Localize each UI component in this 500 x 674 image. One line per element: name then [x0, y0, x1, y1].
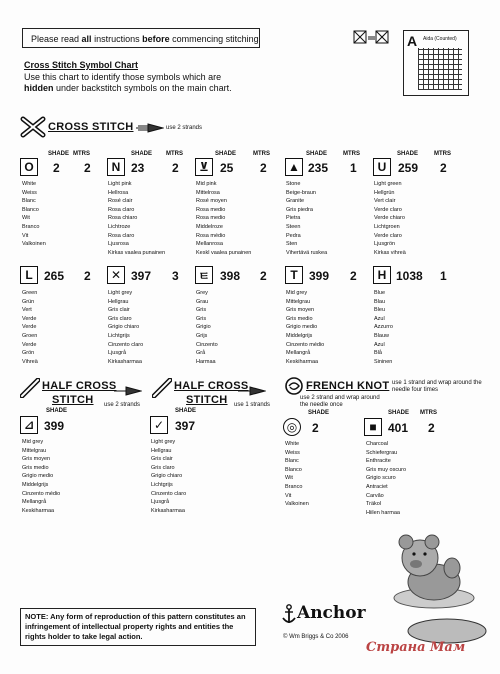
half-cross-icon: [20, 378, 40, 403]
symbol-h-icon: H: [373, 266, 391, 284]
mtrs-number: 1: [440, 269, 447, 283]
half-cross-label: HALF CROSS: [42, 380, 117, 392]
half-cross-label: STITCH: [52, 394, 94, 406]
anchor-icon: [282, 604, 296, 631]
shade-header: SHADE: [48, 151, 70, 157]
half-cross-label: STITCH: [186, 394, 228, 406]
mtrs-number: 2: [350, 269, 357, 283]
mtrs-header: MTRS: [420, 410, 437, 416]
shade-header: SHADE: [306, 151, 328, 157]
color-names: Stone Beige-braun Granite Gris piedra Pietra Steen Pedra Sten Vihertävä ruskea: [286, 181, 328, 256]
needle-icon: [136, 121, 164, 139]
shade-number: 2: [312, 421, 319, 435]
cross-stitch-icon: [20, 116, 46, 143]
reverse-stitch-icon: [353, 30, 389, 52]
symbol-x-icon: ✕: [107, 266, 125, 284]
color-names: Light pink Hellrosa Rosé clair Rosa claro Rosa chiaro Lichtroze Rosa claro Ljusrosa Kirkas vaalea punainen: [108, 181, 166, 256]
color-names: Mid pink Mittelrosa Rosé moyen Rosa medio Rosa medio Middelroze Rosa médio Mellanrosa Keskl vaalea punainen: [196, 181, 252, 256]
mtrs-number: 2: [172, 161, 179, 175]
mtrs-number: 2: [260, 269, 267, 283]
shade-number: 397: [175, 419, 196, 433]
shade-number: 399: [309, 269, 330, 283]
intro-text: Use this chart to identify those symbols which are hidden under backstitch symbols on the main chart.: [24, 72, 232, 93]
mtrs-number: 2: [84, 161, 91, 175]
shade-header: SHADE: [388, 410, 410, 416]
mtrs-header: MTRS: [166, 151, 183, 157]
instructions-notice: Please read all instructions before commencing stitching: [22, 28, 260, 48]
shade-header: SHADE: [175, 408, 197, 414]
shade-header: SHADE: [46, 408, 68, 414]
copyright-notice: NOTE: Any form of reproduction of this pattern constitutes an infringement of intellectual property rights and entities the rights holder to take legal action.: [20, 608, 256, 646]
chart-title: Cross Stitch Symbol Chart: [24, 60, 139, 70]
color-names: Light grey Hellgrau Gris clair Gris claro Grigio chiaro Lichtgrijs Cinzento claro Ljusgrå Kirkasharmaa: [108, 290, 144, 365]
color-names: Grey Grau Gris Gris Grigio Grijs Cinzento Grå Harmaa: [196, 290, 218, 365]
shade-number: 397: [131, 269, 152, 283]
symbol-v-icon: ⊻: [195, 158, 213, 176]
french-knot-note-once: use 2 strand and wrap around the needle once: [300, 395, 380, 408]
symbol-l-icon: L: [20, 266, 38, 284]
shade-number: 1038: [396, 269, 423, 283]
symbol-e-icon: ㅌ: [195, 266, 213, 284]
mtrs-header: MTRS: [434, 151, 451, 157]
needle-icon: [114, 384, 142, 402]
color-names: White Weiss Blanc Blanco Wit Branco Vit Valkoinen: [285, 441, 309, 508]
color-names: Green Grün Vert Verde Verde Groen Verde Grön Vihreä: [22, 290, 38, 365]
shade-header: SHADE: [215, 151, 237, 157]
shade-number: 259: [398, 161, 419, 175]
shade-number: 265: [44, 269, 65, 283]
shade-header: SHADE: [308, 410, 330, 416]
symbol-n-icon: N: [107, 158, 125, 176]
shade-number: 401: [388, 421, 409, 435]
color-names: Blue Blau Bleu Azul Azzurro Blauw Azul Blå Sininen: [374, 290, 393, 365]
symbol-target-icon: ◎: [283, 418, 301, 436]
mtrs-header: MTRS: [253, 151, 270, 157]
half-cross-label: HALF CROSS: [174, 380, 249, 392]
mtrs-number: 2: [428, 421, 435, 435]
color-names: Light green Hellgrün Vert clair Verde claro Verde chiaro Lichtgroen Verde claro Ljusgrön Kirkas vihreä: [374, 181, 406, 256]
shade-number: 23: [131, 161, 145, 175]
fabric-grid-icon: [418, 48, 462, 90]
symbol-check-icon: ✓: [150, 416, 168, 434]
symbol-u-icon: U: [373, 158, 391, 176]
french-knot-note-four: use 1 strand and wrap around the needle four times: [392, 380, 482, 393]
mtrs-number: 3: [172, 269, 179, 283]
fabric-letter: A: [407, 33, 418, 49]
half-cross-strands: use 1 strands: [234, 402, 271, 408]
watermark: Страна Мам: [366, 640, 466, 655]
mtrs-number: 2: [440, 161, 447, 175]
mtrs-header: MTRS: [73, 151, 90, 157]
mtrs-number: 1: [350, 161, 357, 175]
symbol-square-icon: ■: [364, 418, 382, 436]
symbol-t-icon: T: [285, 266, 303, 284]
shade-header: SHADE: [131, 151, 153, 157]
brand-logo: Anchor: [297, 603, 366, 623]
color-names: Mid grey Mittelgrau Gris moyen Gris medio Grigio medio Middelgrijs Cinzento médio Mellangrå Keskiharmaa: [286, 290, 325, 365]
symbol-triangle-icon: ▲: [285, 158, 303, 176]
shade-number: 2: [53, 161, 60, 175]
teddy-bear-illustration: [392, 532, 476, 615]
needle-icon: [238, 384, 266, 402]
mtrs-number: 2: [84, 269, 91, 283]
symbol-half-triangle-icon: ⊿: [20, 416, 38, 434]
cross-stitch-label: CROSS STITCH: [48, 121, 134, 133]
color-names: Charcoal Schiefergrau Enthracite Gris muy oscuro Grigio scuro Antraciet Carvão Träkol Hiilen harmaa: [366, 441, 407, 516]
shade-number: 399: [44, 419, 65, 433]
copyright-text: © Wm Briggs & Co 2006: [283, 634, 349, 640]
half-cross-icon: [152, 378, 172, 403]
color-names: Light grey Hellgrau Gris clair Gris claro Grigio chiaro Lichtgrijs Cinzento claro Ljusgrå Kirkasharmaa: [151, 439, 187, 514]
symbol-circle-icon: O: [20, 158, 38, 176]
shade-number: 235: [308, 161, 329, 175]
mtrs-header: MTRS: [343, 151, 360, 157]
french-knot-label: FRENCH KNOT: [306, 380, 390, 392]
half-cross-strands: use 2 strands: [104, 402, 141, 408]
shade-header: SHADE: [397, 151, 419, 157]
shade-number: 398: [220, 269, 241, 283]
color-names: White Weiss Blanc Blanco Wit Branco Vit Valkoinen: [22, 181, 46, 248]
cross-stitch-strands: use 2 strands: [166, 125, 203, 131]
color-names: Mid grey Mittelgrau Gris moyen Gris medio Grigio medio Middelgrijs Cinzento médio Mellangrå Keskiharmaa: [22, 439, 61, 514]
shade-number: 25: [220, 161, 234, 175]
mtrs-number: 2: [260, 161, 267, 175]
fabric-label: Aida (Counted): [423, 36, 457, 42]
